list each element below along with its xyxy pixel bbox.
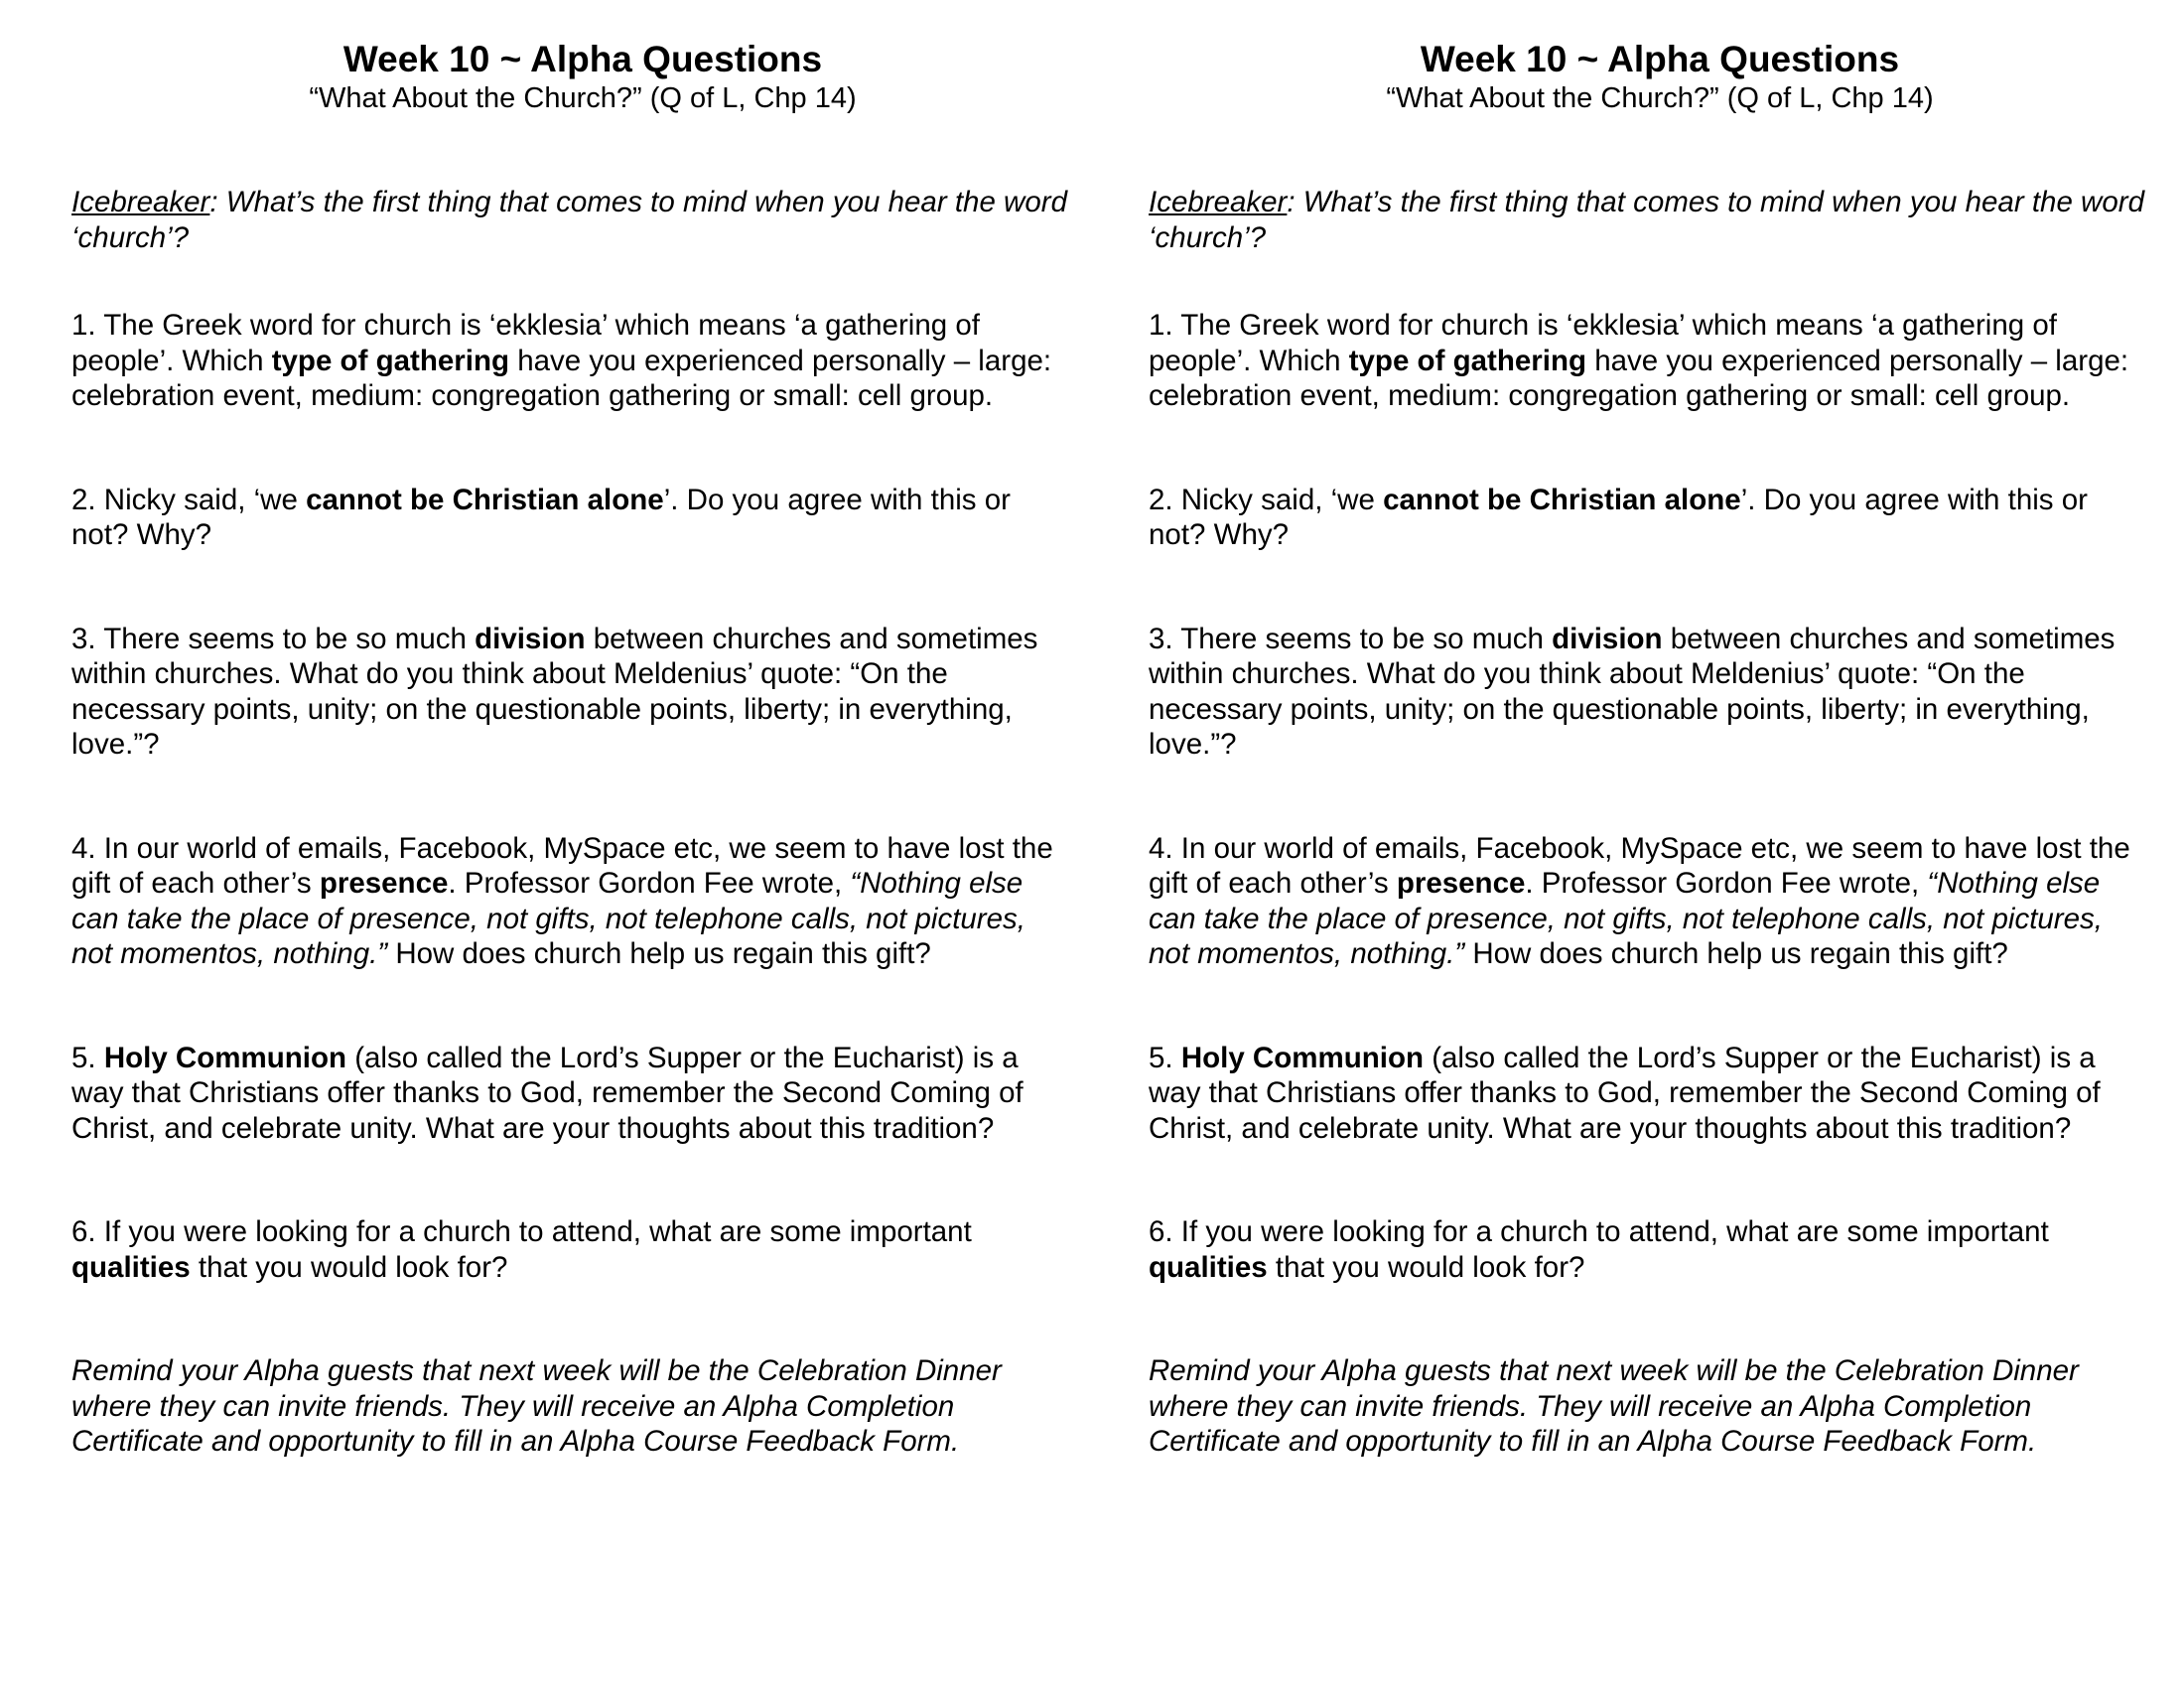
- question-1: 1. The Greek word for church is ‘ekklesia’ which means ‘a gathering of people’. Which type of gathering have you experienced personally – large: celebration event, medium: congregation gathering or small: cell group.: [71, 309, 1052, 412]
- question-2: 2. Nicky said, ‘we cannot be Christian alone’. Do you agree with this or not? Why?: [1149, 483, 2088, 551]
- emphasis: division: [475, 622, 586, 655]
- emphasis: Holy Communion: [1180, 1041, 1424, 1074]
- emphasis: type of gathering: [1348, 344, 1586, 377]
- emphasis: cannot be Christian alone: [306, 483, 664, 516]
- icebreaker: Icebreaker: What’s the first thing that comes to mind when you hear the word ‘church’?: [71, 186, 1067, 254]
- emphasis: division: [1552, 622, 1663, 655]
- emphasis: cannot be Christian alone: [1383, 483, 1741, 516]
- page-title: Week 10 ~ Alpha Questions: [342, 39, 823, 79]
- question-2: 2. Nicky said, ‘we cannot be Christian alone’. Do you agree with this or not? Why?: [71, 483, 1011, 551]
- question-4: 4. In our world of emails, Facebook, MySpace etc, we seem to have lost the gift of each other’s presence. Professor Gordon Fee wrote, “Nothing else can take the place of presence, not gifts, not telephone calls, not pictures, not momentos, nothing.” How does church help us regain this gift?: [1149, 831, 2130, 970]
- quote: “Nothing else can take the place of presence, not gifts, not telephone calls, not pictures, not momentos, nothing.”: [1149, 867, 2103, 970]
- question-5: 5. Holy Communion (also called the Lord’s Supper or the Eucharist) is a way that Christians offer thanks to God, remember the Second Coming of Christ, and celebrate unity. What are your thoughts about this tradition?: [1149, 1041, 2101, 1145]
- page-title: Week 10 ~ Alpha Questions: [1420, 39, 1900, 79]
- page-subtitle: “What About the Church?” (Q of L, Chp 14): [1386, 82, 1934, 114]
- emphasis: Holy Communion: [103, 1041, 346, 1074]
- handout-right: [1149, 38, 2151, 1460]
- handout-left: [71, 38, 1074, 1460]
- icebreaker-text: What’s the first thing that comes to mind when you hear the word ‘church’?: [1149, 186, 2144, 254]
- page-subtitle: “What About the Church?” (Q of L, Chp 14): [309, 82, 857, 114]
- question-4: 4. In our world of emails, Facebook, MySpace etc, we seem to have lost the gift of each other’s presence. Professor Gordon Fee wrote, “Nothing else can take the place of presence, not gifts, not telephone calls, not pictures, not momentos, nothing.” How does church help us regain this gift?: [71, 831, 1053, 970]
- emphasis: presence: [319, 867, 449, 900]
- reminder-note: Remind your Alpha guests that next week will be the Celebration Dinner where they can invite friends. They will receive an Alpha Completion Certificate and opportunity to fill in an Alpha Course Feedback Form.: [71, 1354, 1002, 1458]
- emphasis: qualities: [1149, 1250, 1268, 1284]
- question-3: 3. There seems to be so much division between churches and sometimes within churches. What do you think about Meldenius’ quote: “On the necessary points, unity; on the questionable points, liberty; in everything, love.”?: [1149, 622, 2116, 761]
- question-1: 1. The Greek word for church is ‘ekklesia’ which means ‘a gathering of people’. Which type of gathering have you experienced personally – large: celebration event, medium: congregation gathering or small: cell group.: [1149, 309, 2129, 412]
- reminder-note: Remind your Alpha guests that next week will be the Celebration Dinner where they can invite friends. They will receive an Alpha Completion Certificate and opportunity to fill in an Alpha Course Feedback Form.: [1149, 1354, 2079, 1458]
- question-6: 6. If you were looking for a church to attend, what are some important qualities that you would look for?: [71, 1215, 972, 1284]
- emphasis: qualities: [71, 1250, 191, 1284]
- emphasis: type of gathering: [271, 344, 509, 377]
- icebreaker-label: Icebreaker: [1149, 186, 1288, 218]
- quote: “Nothing else can take the place of presence, not gifts, not telephone calls, not pictures, not momentos, nothing.”: [71, 867, 1025, 970]
- icebreaker-text: What’s the first thing that comes to mind when you hear the word ‘church’?: [71, 186, 1067, 254]
- icebreaker: Icebreaker: What’s the first thing that comes to mind when you hear the word ‘church’?: [1149, 186, 2144, 254]
- question-3: 3. There seems to be so much division between churches and sometimes within churches. What do you think about Meldenius’ quote: “On the necessary points, unity; on the questionable points, liberty; in everything, love.”?: [71, 622, 1038, 761]
- question-6: 6. If you were looking for a church to attend, what are some important qualities that you would look for?: [1149, 1215, 2049, 1284]
- question-5: 5. Holy Communion (also called the Lord’s Supper or the Eucharist) is a way that Christians offer thanks to God, remember the Second Coming of Christ, and celebrate unity. What are your thoughts about this tradition?: [71, 1041, 1024, 1145]
- emphasis: presence: [1396, 867, 1526, 900]
- icebreaker-label: Icebreaker: [71, 186, 210, 218]
